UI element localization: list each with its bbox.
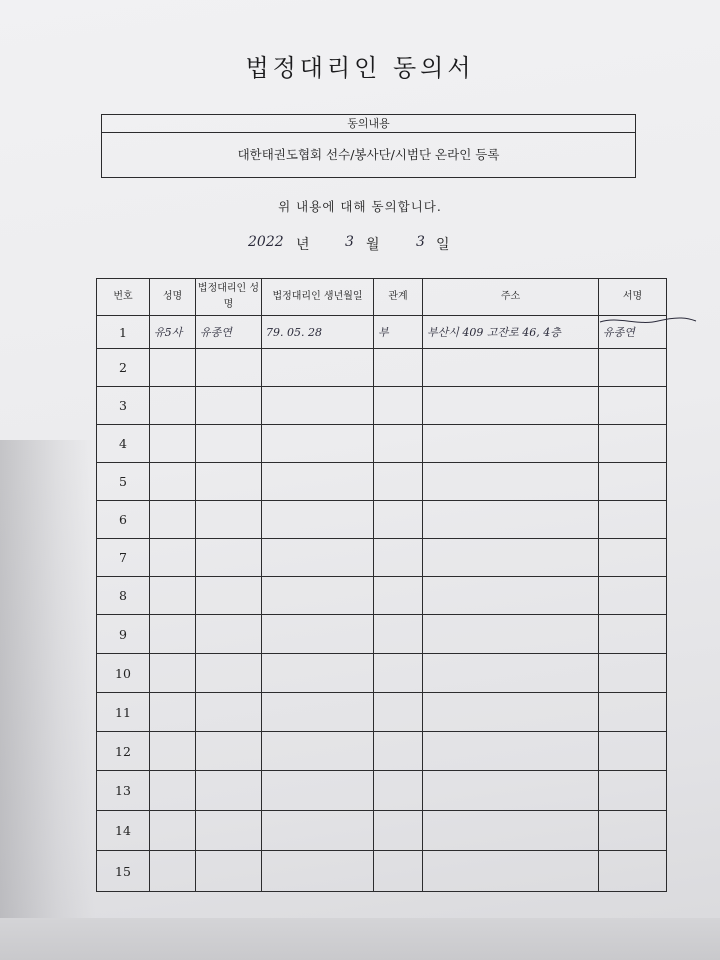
row-number-cell: 7 [97,539,150,577]
row-number-cell: 9 [97,615,150,654]
row-number-cell: 4 [97,425,150,463]
student-name-cell: 유5사 [150,316,196,349]
guardian-birth-cell [262,654,374,693]
relation-cell [374,771,423,811]
student-name-cell [150,577,196,615]
header-name: 성명 [150,279,196,316]
consent-box-content: 대한태권도협회 선수/봉사단/시범단 온라인 등록 [237,147,500,162]
relation-cell [374,349,423,387]
guardian-name-cell [196,771,262,811]
header-number: 번호 [97,279,150,316]
consent-box [101,114,636,178]
address-cell [423,771,599,811]
guardian-name-cell [196,851,262,892]
guardian-birth-cell [262,811,374,851]
paper-bottom-edge [0,918,720,960]
date-year-unit: 년 [296,237,310,253]
table-row [97,693,667,732]
student-name-cell [150,811,196,851]
document-title: 법정대리인 동의서 [245,54,475,82]
guardian-name-cell [196,811,262,851]
relation-cell [374,732,423,771]
student-name-cell [150,732,196,771]
guardian-birth-cell [262,539,374,577]
table-row [97,349,667,387]
guardian-birth-cell [262,463,374,501]
date-month: 3 [345,234,354,250]
row-number-cell: 8 [97,577,150,615]
table-row [97,732,667,771]
header-relation: 관계 [374,279,423,316]
guardian-name-cell [196,425,262,463]
address-cell [423,732,599,771]
address-cell [423,387,599,425]
address-cell [423,425,599,463]
signature-cell [599,732,667,771]
student-name-cell [150,539,196,577]
guardian-birth-cell [262,693,374,732]
student-name-cell [150,501,196,539]
student-name-cell [150,654,196,693]
guardian-name-cell [196,539,262,577]
table-row [97,387,667,425]
guardian-birth-cell [262,615,374,654]
table-row [97,577,667,615]
guardian-table [96,278,667,892]
signature-cell [599,851,667,892]
date-month-unit: 월 [366,237,380,253]
row-number-cell: 15 [97,851,150,892]
relation-cell: 부 [374,316,423,349]
signature-cell [599,615,667,654]
guardian-birth-cell [262,851,374,892]
header-guardian-birth: 법정대리인 생년월일 [262,279,374,316]
relation-cell [374,387,423,425]
guardian-birth-cell [262,387,374,425]
row-number-cell: 1 [97,316,150,349]
signature-cell [599,501,667,539]
signature-cell [599,771,667,811]
date-day-unit: 일 [436,237,450,253]
date-day: 3 [416,234,425,250]
row-number-cell: 14 [97,811,150,851]
address-cell [423,463,599,501]
agreement-statement: 위 내용에 대해 동의합니다. [278,199,442,214]
student-name-cell [150,851,196,892]
guardian-name-cell [196,732,262,771]
signature-cell [599,693,667,732]
table-header-row [97,279,667,316]
date-year: 2022 [248,234,284,250]
guardian-name-cell [196,501,262,539]
student-name-cell [150,463,196,501]
student-name-cell [150,349,196,387]
header-guardian-name: 법정대리인 성명 [196,279,262,316]
table-row [97,316,667,349]
relation-cell [374,693,423,732]
signature-cell [599,811,667,851]
table-row [97,425,667,463]
signature-cell [599,387,667,425]
address-cell [423,693,599,732]
signature-cell [599,539,667,577]
row-number-cell: 3 [97,387,150,425]
relation-cell [374,463,423,501]
guardian-birth-cell [262,425,374,463]
row-number-cell: 10 [97,654,150,693]
address-cell [423,851,599,892]
signature-cell: 유종연 [599,316,667,349]
guardian-name-cell [196,654,262,693]
guardian-name-cell [196,387,262,425]
relation-cell [374,425,423,463]
relation-cell [374,577,423,615]
guardian-birth-cell [262,771,374,811]
address-cell [423,615,599,654]
guardian-name-cell [196,577,262,615]
consent-box-header: 동의내용 [102,115,635,133]
table-row [97,463,667,501]
address-cell [423,654,599,693]
table-row [97,501,667,539]
table-row [97,811,667,851]
guardian-birth-cell [262,732,374,771]
address-cell: 부산시 409 고잔로 46, 4층 [423,316,599,349]
signature-cell [599,577,667,615]
signature-cell [599,349,667,387]
row-number-cell: 5 [97,463,150,501]
address-cell [423,349,599,387]
signature-cell [599,425,667,463]
relation-cell [374,654,423,693]
guardian-name-cell [196,615,262,654]
guardian-birth-cell: 79. 05. 28 [262,316,374,349]
row-number-cell: 13 [97,771,150,811]
row-number-cell: 2 [97,349,150,387]
table-row [97,654,667,693]
guardian-birth-cell [262,577,374,615]
row-number-cell: 11 [97,693,150,732]
student-name-cell [150,615,196,654]
student-name-cell [150,771,196,811]
table-row [97,539,667,577]
guardian-birth-cell [262,501,374,539]
signature-flourish [598,312,698,332]
address-cell [423,811,599,851]
row-number-cell: 6 [97,501,150,539]
guardian-name-cell: 유종연 [196,316,262,349]
address-cell [423,501,599,539]
photo-shadow [0,440,95,960]
relation-cell [374,501,423,539]
relation-cell [374,539,423,577]
relation-cell [374,851,423,892]
header-signature: 서명 [599,279,667,316]
student-name-cell [150,387,196,425]
signature-cell [599,463,667,501]
header-address: 주소 [423,279,599,316]
relation-cell [374,811,423,851]
address-cell [423,577,599,615]
address-cell [423,539,599,577]
guardian-birth-cell [262,349,374,387]
row-number-cell: 12 [97,732,150,771]
guardian-name-cell [196,693,262,732]
student-name-cell [150,693,196,732]
guardian-name-cell [196,463,262,501]
relation-cell [374,615,423,654]
table-row [97,851,667,892]
guardian-name-cell [196,349,262,387]
table-row [97,771,667,811]
signature-cell [599,654,667,693]
student-name-cell [150,425,196,463]
table-row [97,615,667,654]
